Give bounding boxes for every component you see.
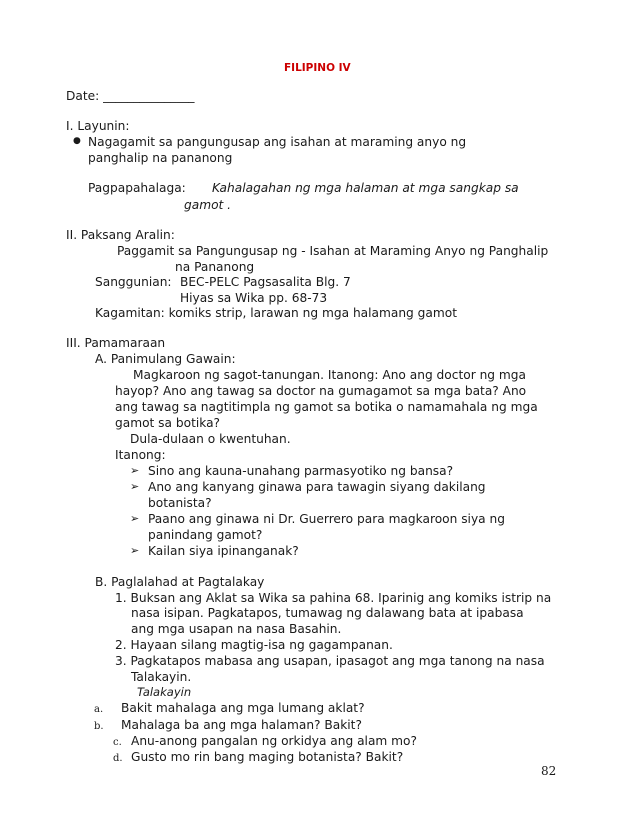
procedure-line: 3. Pagkatapos mabasa ang usapan, ipasagot ang mga tanong na nasa (115, 654, 545, 668)
question-item: Sino ang kauna-unahang parmasyotiko ng bansa? (148, 464, 454, 478)
paragraph-line: ang tawag sa nagtitimpla ng gamot sa botika o namamahala ng mga (115, 400, 538, 414)
question-item-continuation: panindang gamot? (148, 528, 263, 542)
paragraph-line: gamot sa botika? (115, 416, 221, 430)
list-letter: c. (113, 737, 122, 748)
subheading-panimulang-gawain: A. Panimulang Gawain: (95, 352, 236, 366)
topic-line-2: na Pananong (175, 260, 255, 274)
procedure-line: nasa isipan. Pagkatapos, tumawag ng dalawang bata at ipabasa (131, 606, 524, 620)
question-item: Paano ang ginawa ni Dr. Guerrero para magkaroon siya ng (148, 512, 505, 526)
arrow-bullet-icon: ➢ (130, 512, 140, 525)
sanggunian-label: Sanggunian: (95, 275, 172, 289)
date-line: Date: _______________ (66, 89, 195, 103)
sanggunian-ref-1: BEC-PELC Pagsasalita Blg. 7 (180, 275, 351, 289)
topic-line-1: Paggamit sa Pangungusap ng - Isahan at Maraming Anyo ng Panghalip (117, 244, 549, 258)
procedure-line: Talakayin. (131, 670, 192, 684)
arrow-bullet-icon: ➢ (130, 480, 140, 493)
bullet-icon: ● (73, 136, 81, 146)
talakayin-question: Gusto mo rin bang maging botanista? Bakit? (131, 750, 404, 764)
pagpapahalaga-label: Pagpapahalaga: (88, 181, 186, 195)
page-number: 82 (541, 764, 557, 778)
talakayin-question: Anu-anong pangalan ng orkidya ang alam mo? (131, 734, 417, 748)
talakayin-question: Bakit mahalaga ang mga lumang aklat? (121, 701, 365, 715)
talakayin-heading: Talakayin (137, 685, 192, 699)
pagpapahalaga-text-2: gamot . (184, 198, 232, 212)
pagpapahalaga-text: Kahalagahan ng mga halaman at mga sangkap sa (212, 181, 519, 195)
objective-line-1: Nagagamit sa pangungusap ang isahan at maraming anyo ng (88, 135, 467, 149)
list-letter: d. (113, 753, 123, 764)
list-letter: a. (94, 704, 104, 715)
talakayin-question: Mahalaga ba ang mga halaman? Bakit? (121, 718, 362, 732)
arrow-bullet-icon: ➢ (130, 544, 140, 557)
itanong-label: Itanong: (115, 448, 166, 462)
section-heading-pamamaraan: III. Pamamaraan (66, 336, 166, 350)
question-item: Ano ang kanyang ginawa para tawagin siyang dakilang (148, 480, 486, 494)
question-item-continuation: botanista? (148, 496, 212, 510)
section-heading-paksang-aralin: II. Paksang Aralin: (66, 228, 175, 242)
dula-dulaan-line: Dula-dulaan o kwentuhan. (130, 432, 291, 446)
arrow-bullet-icon: ➢ (130, 464, 140, 477)
subheading-paglalahad: B. Paglalahad at Pagtalakay (95, 575, 265, 589)
procedure-line: 1. Buksan ang Aklat sa Wika sa pahina 68. Iparinig ang komiks istrip na (115, 591, 552, 605)
document-title: FILIPINO IV (284, 62, 351, 74)
section-heading-layunin: I. Layunin: (66, 119, 130, 133)
paragraph-line: hayop? Ano ang tawag sa doctor na gumagamot sa mga bata? Ano (115, 384, 527, 398)
procedure-line: 2. Hayaan silang magtig-isa ng gagampanan. (115, 638, 393, 652)
kagamitan-line: Kagamitan: komiks strip, larawan ng mga halamang gamot (95, 306, 457, 320)
question-item: Kailan siya ipinanganak? (148, 544, 299, 558)
list-letter: b. (94, 721, 104, 732)
paragraph-line: Magkaroon ng sagot-tanungan. Itanong: Ano ang doctor ng mga (133, 368, 526, 382)
procedure-line: ang mga usapan na nasa Basahin. (131, 622, 342, 636)
objective-line-2: panghalip na pananong (88, 151, 233, 165)
sanggunian-ref-2: Hiyas sa Wika pp. 68-73 (180, 291, 328, 305)
